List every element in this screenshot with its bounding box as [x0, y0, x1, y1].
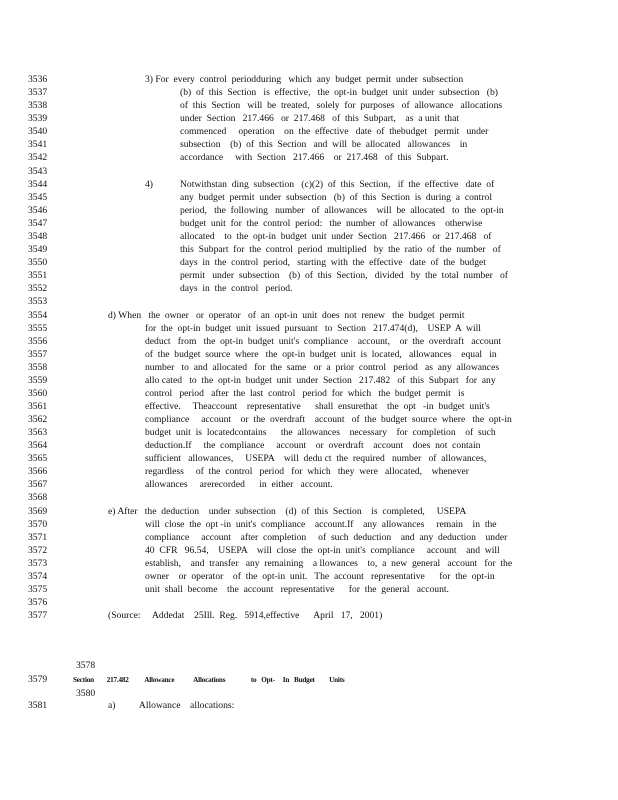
- document-line: [28, 192, 618, 204]
- line-text: owner or operator of the opt-in unit. The account representative for the opt-in: [145, 571, 495, 582]
- document-line: [28, 519, 618, 531]
- document-line: [28, 700, 618, 712]
- line-text: control period after the last control period for which the budget permit is: [145, 388, 465, 399]
- line-number: 3581: [28, 700, 48, 711]
- line-text: compliance account or the overdraft account of the budget source where the opt-in: [145, 414, 512, 425]
- section-heading: Section 217.482 Allowance Allocations to Opt- In Budget Units: [73, 676, 345, 684]
- line-number: 3562: [28, 414, 48, 425]
- line-number: 3555: [28, 323, 48, 334]
- line-number: 3575: [28, 584, 48, 595]
- document-line: [28, 257, 618, 269]
- line-number: 3572: [28, 545, 48, 556]
- line-number: 3576: [28, 597, 48, 608]
- line-text: allocated to the opt-in budget unit under Section 217.466 or 217.468 of: [180, 231, 492, 242]
- line-text: allo cated to the opt-in budget unit under Section 217.482 of this Subpart for any: [145, 375, 496, 386]
- line-text: 40 CFR 96.54, USEPA will close the opt-in unit's compliance account and will: [145, 545, 500, 556]
- line-text: for the opt-in budget unit issued pursuant to Section 217.474(d), USEP A will: [145, 323, 481, 334]
- line-number: 3557: [28, 349, 48, 360]
- line-number: 3538: [28, 100, 48, 111]
- line-text: regardless of the control period for which they were allocated, whenever: [145, 466, 469, 477]
- document-line: [28, 244, 618, 256]
- line-text: a) Allowance allocations:: [108, 700, 235, 711]
- line-number: 3552: [28, 283, 48, 294]
- line-text: 3) For every control periodduring which any budget permit under subsection: [145, 74, 464, 85]
- line-number: 3571: [28, 532, 48, 543]
- line-text: of the budget source where the opt-in budget unit is located, allowances equal in: [145, 349, 497, 360]
- document-line: [28, 349, 618, 361]
- document-line: [28, 126, 618, 138]
- line-number: 3564: [28, 440, 48, 451]
- document-line: [28, 401, 618, 413]
- line-text: accordance with Section 217.466 or 217.468 of this Subpart.: [180, 152, 449, 163]
- document-line: [28, 152, 618, 164]
- line-text: d) When the owner or operator of an opt-in unit does not renew the budget permit: [108, 310, 465, 321]
- line-number: 3566: [28, 466, 48, 477]
- line-number: 3549: [28, 244, 48, 255]
- document-line: [28, 610, 618, 622]
- document-line: [28, 139, 618, 151]
- line-number: 3565: [28, 453, 48, 464]
- line-text: sufficient allowances, USEPA will dedu ct the required number of allowances,: [145, 453, 487, 464]
- line-text: under Section 217.466 or 217.468 of this Subpart, as a unit that: [180, 113, 459, 124]
- document-line: [28, 571, 618, 583]
- section-heading-line: [28, 674, 618, 686]
- document-line: [28, 74, 618, 86]
- line-text: days in the control period, starting with the effective date of the budget: [180, 257, 486, 268]
- line-text: deduct from the opt-in budget unit's compliance account, or the overdraft account: [145, 336, 502, 347]
- line-number: 3574: [28, 571, 48, 582]
- document-line: [28, 296, 618, 308]
- line-text: 4): [145, 179, 153, 190]
- document-line: [28, 270, 618, 282]
- document-line: [28, 179, 618, 191]
- line-text: (Source: Addedat 25Ill. Reg. 5914,effective April 17, 2001): [108, 610, 383, 621]
- document-line: [28, 205, 618, 217]
- line-text: will close the opt -in unit's compliance account.If any allowances remain in the: [145, 519, 497, 530]
- document-line: [28, 479, 618, 491]
- line-text: effective. Theaccount representative shall ensurethat the opt -in budget unit's: [145, 401, 490, 412]
- line-number: 3556: [28, 336, 48, 347]
- document-line: [28, 166, 618, 178]
- line-text: budget unit is locatedcontains the allowances necessary for completion of such: [145, 427, 496, 438]
- document-line: [28, 466, 618, 478]
- line-number: 3568: [28, 492, 48, 503]
- line-number: 3558: [28, 362, 48, 373]
- line-text: Notwithstan ding subsection (c)(2) of this Section, if the effective date of: [180, 179, 495, 190]
- document-line: [28, 506, 618, 518]
- line-number: 3548: [28, 231, 48, 242]
- document-line: [28, 688, 618, 700]
- document-line: [28, 113, 618, 125]
- document-line: [28, 218, 618, 230]
- line-text: allowances arerecorded in either account.: [145, 479, 333, 490]
- line-number: 3563: [28, 427, 48, 438]
- line-text: days in the control period.: [180, 283, 293, 294]
- line-text: number to and allocated for the same or a prior control period as any allowances: [145, 362, 500, 373]
- line-text: this Subpart for the control period multiplied by the ratio of the number of: [180, 244, 501, 255]
- line-text: deduction.If the compliance account or overdraft account does not contain: [145, 440, 481, 451]
- document-line: [28, 492, 618, 504]
- document-line: [28, 660, 618, 672]
- document-line: [28, 388, 618, 400]
- line-number: 3537: [28, 87, 48, 98]
- line-text: compliance account after completion of such deduction and any deduction under: [145, 532, 508, 543]
- document-line: [28, 545, 618, 557]
- line-number: 3580: [76, 688, 96, 699]
- line-number: 3569: [28, 506, 48, 517]
- line-number: 3539: [28, 113, 48, 124]
- document-line: [28, 336, 618, 348]
- document-line: [28, 310, 618, 322]
- document-line: [28, 453, 618, 465]
- line-number: 3554: [28, 310, 48, 321]
- line-number: 3546: [28, 205, 48, 216]
- document-line: [28, 440, 618, 452]
- document-line: [28, 283, 618, 295]
- line-number: 3536: [28, 74, 48, 85]
- document-line: [28, 414, 618, 426]
- line-number: 3559: [28, 375, 48, 386]
- line-number: 3544: [28, 179, 48, 190]
- line-number: 3541: [28, 139, 48, 150]
- line-text: unit shall become the account representative for the general account.: [145, 584, 449, 595]
- line-text: subsection (b) of this Section and will be allocated allowances in: [180, 139, 468, 150]
- line-number: 3543: [28, 166, 48, 177]
- line-text: any budget permit under subsection (b) of this Section is during a control: [180, 192, 493, 203]
- line-number: 3540: [28, 126, 48, 137]
- line-number: 3553: [28, 296, 48, 307]
- line-number: 3561: [28, 401, 48, 412]
- line-number: 3550: [28, 257, 48, 268]
- document-line: [28, 532, 618, 544]
- document-line: [28, 427, 618, 439]
- line-text: budget unit for the control period: the number of allowances otherwise: [180, 218, 483, 229]
- line-number: 3577: [28, 610, 48, 621]
- line-text: commenced operation on the effective date of thebudget permit under: [180, 126, 489, 137]
- line-number: 3579: [28, 674, 48, 685]
- line-number: 3545: [28, 192, 48, 203]
- document-line: [28, 362, 618, 374]
- line-text: (b) of this Section is effective, the opt-in budget unit under subsection (b): [180, 87, 498, 98]
- document-line: [28, 375, 618, 387]
- document-line: [28, 584, 618, 596]
- line-number: 3570: [28, 519, 48, 530]
- document-line: [28, 231, 618, 243]
- document-line: [28, 87, 618, 99]
- document-line: [28, 558, 618, 570]
- line-text: period, the following number of allowances will be allocated to the opt-in: [180, 205, 504, 216]
- line-number: 3578: [76, 660, 96, 671]
- line-text: e) After the deduction under subsection (d) of this Section is completed, USEPA: [108, 506, 467, 517]
- line-text: establish, and transfer any remaining a llowances to, a new general account for the: [145, 558, 513, 569]
- document-line: [28, 100, 618, 112]
- document-line: [28, 323, 618, 335]
- line-text: permit under subsection (b) of this Section, divided by the total number of: [180, 270, 508, 281]
- line-number: 3573: [28, 558, 48, 569]
- line-number: 3547: [28, 218, 48, 229]
- line-number: 3567: [28, 479, 48, 490]
- line-number: 3551: [28, 270, 48, 281]
- line-number: 3542: [28, 152, 48, 163]
- line-number: 3560: [28, 388, 48, 399]
- document-line: [28, 597, 618, 609]
- line-text: of this Section will be treated, solely for purposes of allowance allocations: [180, 100, 503, 111]
